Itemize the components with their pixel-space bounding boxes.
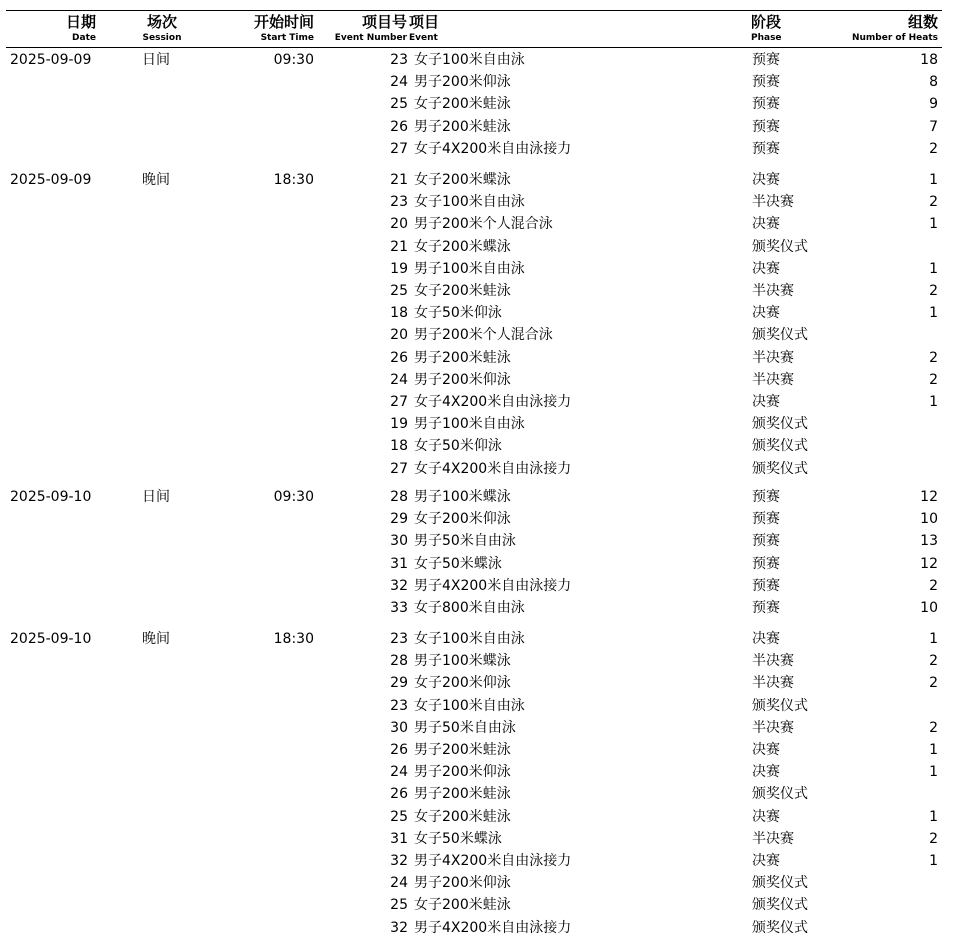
event-name: 男子200米个人混合泳 [414,327,553,343]
event-number: 24 [390,764,408,780]
event-number: 28 [390,489,408,505]
event-heats: 2 [929,372,938,388]
event-number: 20 [390,327,408,343]
event-number: 19 [390,416,408,432]
event-heats: 2 [929,141,938,157]
event-name: 女子200米仰泳 [414,675,511,691]
event-heats: 2 [929,283,938,299]
event-heats: 9 [929,96,938,112]
event-phase: 颁奖仪式 [752,438,808,454]
header-event-cn: 项目 [409,13,440,31]
event-phase: 颁奖仪式 [752,875,808,891]
event-phase: 决赛 [752,305,780,321]
header-start-time-cn: 开始时间 [253,13,314,31]
event-number: 27 [390,141,408,157]
event-phase: 颁奖仪式 [752,897,808,913]
event-heats: 1 [929,742,938,758]
event-heats: 10 [920,511,938,527]
event-phase: 颁奖仪式 [752,416,808,432]
event-heats: 8 [929,74,938,90]
event-heats: 2 [929,831,938,847]
session-date: 2025-09-09 [10,52,92,68]
event-phase: 颁奖仪式 [752,327,808,343]
header-event-number-en: Event Number [334,33,407,43]
event-number: 25 [390,283,408,299]
event-phase: 决赛 [752,853,780,869]
event-phase: 预赛 [752,52,780,68]
event-name: 女子50米蝶泳 [414,556,502,572]
event-heats: 2 [929,350,938,366]
event-name: 男子200米仰泳 [414,764,511,780]
event-name: 男子4X200米自由泳接力 [414,853,572,869]
header-event-en: Event [409,33,438,43]
event-number: 33 [390,600,408,616]
event-name: 男子50米自由泳 [414,720,516,736]
event-phase: 半决赛 [752,831,794,847]
event-name: 男子200米仰泳 [414,74,511,90]
event-phase: 半决赛 [752,194,794,210]
event-number: 21 [390,239,408,255]
event-number: 29 [390,675,408,691]
event-number: 25 [390,897,408,913]
event-name: 女子200米蛙泳 [414,897,511,913]
session-start-time: 09:30 [273,489,314,505]
event-name: 女子200米蛙泳 [414,283,511,299]
event-phase: 预赛 [752,578,780,594]
event-phase: 颁奖仪式 [752,786,808,802]
event-name: 女子200米仰泳 [414,511,511,527]
header-phase-cn: 阶段 [751,13,782,31]
event-heats: 7 [929,119,938,135]
event-phase: 颁奖仪式 [752,698,808,714]
event-phase: 决赛 [752,742,780,758]
event-number: 21 [390,172,408,188]
event-number: 29 [390,511,408,527]
event-phase: 决赛 [752,631,780,647]
event-name: 女子4X200米自由泳接力 [414,461,572,477]
event-heats: 1 [929,394,938,410]
event-heats: 1 [929,853,938,869]
event-heats: 1 [929,172,938,188]
event-name: 男子100米自由泳 [414,261,525,277]
event-heats: 13 [920,533,938,549]
event-number: 32 [390,853,408,869]
header-session-en: Session [142,33,182,43]
event-phase: 预赛 [752,74,780,90]
event-name: 女子100米自由泳 [414,52,525,68]
event-number: 20 [390,216,408,232]
event-name: 男子200米个人混合泳 [414,216,553,232]
event-name: 女子50米仰泳 [414,305,502,321]
session-name: 晚间 [142,172,170,188]
event-number: 26 [390,119,408,135]
event-name: 女子200米蝶泳 [414,239,511,255]
header-start-time-en: Start Time [260,33,314,43]
event-name: 女子200米蛙泳 [414,96,511,112]
event-name: 女子50米蝶泳 [414,831,502,847]
event-heats: 1 [929,764,938,780]
header-date-cn: 日期 [65,13,96,31]
event-name: 男子200米蛙泳 [414,350,511,366]
event-phase: 半决赛 [752,675,794,691]
event-number: 24 [390,875,408,891]
event-number: 27 [390,394,408,410]
event-number: 23 [390,631,408,647]
header-heats-cn: 组数 [907,13,938,31]
header-heats-en: Number of Heats [851,33,938,43]
event-name: 男子4X200米自由泳接力 [414,578,572,594]
event-heats: 12 [920,489,938,505]
session-name: 日间 [142,52,170,68]
event-phase: 预赛 [752,489,780,505]
header-date-en: Date [72,33,96,43]
event-name: 女子50米仰泳 [414,438,502,454]
event-name: 男子200米蛙泳 [414,742,511,758]
session-start-time: 18:30 [273,631,314,647]
event-name: 女子200米蝶泳 [414,172,511,188]
event-number: 24 [390,74,408,90]
event-number: 26 [390,786,408,802]
event-name: 男子200米仰泳 [414,372,511,388]
header-phase-en: Phase [751,33,782,43]
event-number: 23 [390,52,408,68]
event-name: 女子4X200米自由泳接力 [414,394,572,410]
event-number: 26 [390,742,408,758]
event-phase: 半决赛 [752,283,794,299]
session-date: 2025-09-09 [10,172,92,188]
event-number: 30 [390,720,408,736]
event-phase: 半决赛 [752,653,794,669]
event-number: 18 [390,305,408,321]
event-phase: 预赛 [752,511,780,527]
event-phase: 决赛 [752,261,780,277]
session-start-time: 09:30 [273,52,314,68]
event-phase: 预赛 [752,533,780,549]
event-number: 26 [390,350,408,366]
event-number: 23 [390,698,408,714]
event-phase: 决赛 [752,764,780,780]
event-number: 30 [390,533,408,549]
event-heats: 1 [929,216,938,232]
session-name: 日间 [142,489,170,505]
event-phase: 颁奖仪式 [752,239,808,255]
event-heats: 1 [929,261,938,277]
event-number: 18 [390,438,408,454]
event-heats: 1 [929,631,938,647]
event-name: 男子50米自由泳 [414,533,516,549]
event-number: 28 [390,653,408,669]
event-heats: 1 [929,305,938,321]
event-name: 女子200米蛙泳 [414,809,511,825]
session-name: 晚间 [142,631,170,647]
event-name: 女子100米自由泳 [414,631,525,647]
event-number: 31 [390,831,408,847]
event-number: 19 [390,261,408,277]
event-name: 女子800米自由泳 [414,600,525,616]
event-phase: 决赛 [752,394,780,410]
event-name: 男子200米蛙泳 [414,119,511,135]
event-phase: 半决赛 [752,372,794,388]
event-phase: 半决赛 [752,350,794,366]
event-number: 31 [390,556,408,572]
event-number: 24 [390,372,408,388]
event-heats: 2 [929,653,938,669]
event-name: 男子4X200米自由泳接力 [414,920,572,936]
header-event-number-cn: 项目号 [361,13,407,31]
event-phase: 预赛 [752,600,780,616]
event-heats: 2 [929,578,938,594]
event-phase: 颁奖仪式 [752,461,808,477]
event-heats: 18 [920,52,938,68]
event-phase: 决赛 [752,172,780,188]
event-phase: 预赛 [752,96,780,112]
event-phase: 决赛 [752,809,780,825]
event-name: 男子200米蛙泳 [414,786,511,802]
event-heats: 2 [929,675,938,691]
event-number: 23 [390,194,408,210]
event-number: 25 [390,809,408,825]
event-name: 男子100米蝶泳 [414,489,511,505]
event-phase: 预赛 [752,141,780,157]
event-name: 女子100米自由泳 [414,698,525,714]
event-heats: 10 [920,600,938,616]
event-heats: 2 [929,194,938,210]
event-phase: 半决赛 [752,720,794,736]
event-name: 女子100米自由泳 [414,194,525,210]
event-phase: 预赛 [752,556,780,572]
event-name: 男子200米仰泳 [414,875,511,891]
event-phase: 预赛 [752,119,780,135]
event-number: 32 [390,920,408,936]
event-heats: 12 [920,556,938,572]
event-phase: 决赛 [752,216,780,232]
session-date: 2025-09-10 [10,631,92,647]
session-date: 2025-09-10 [10,489,92,505]
header-session-cn: 场次 [146,13,177,31]
event-name: 男子100米蝶泳 [414,653,511,669]
session-start-time: 18:30 [273,172,314,188]
event-name: 男子100米自由泳 [414,416,525,432]
event-name: 女子4X200米自由泳接力 [414,141,572,157]
event-number: 32 [390,578,408,594]
event-number: 27 [390,461,408,477]
event-heats: 2 [929,720,938,736]
event-heats: 1 [929,809,938,825]
event-number: 25 [390,96,408,112]
event-phase: 颁奖仪式 [752,920,808,936]
